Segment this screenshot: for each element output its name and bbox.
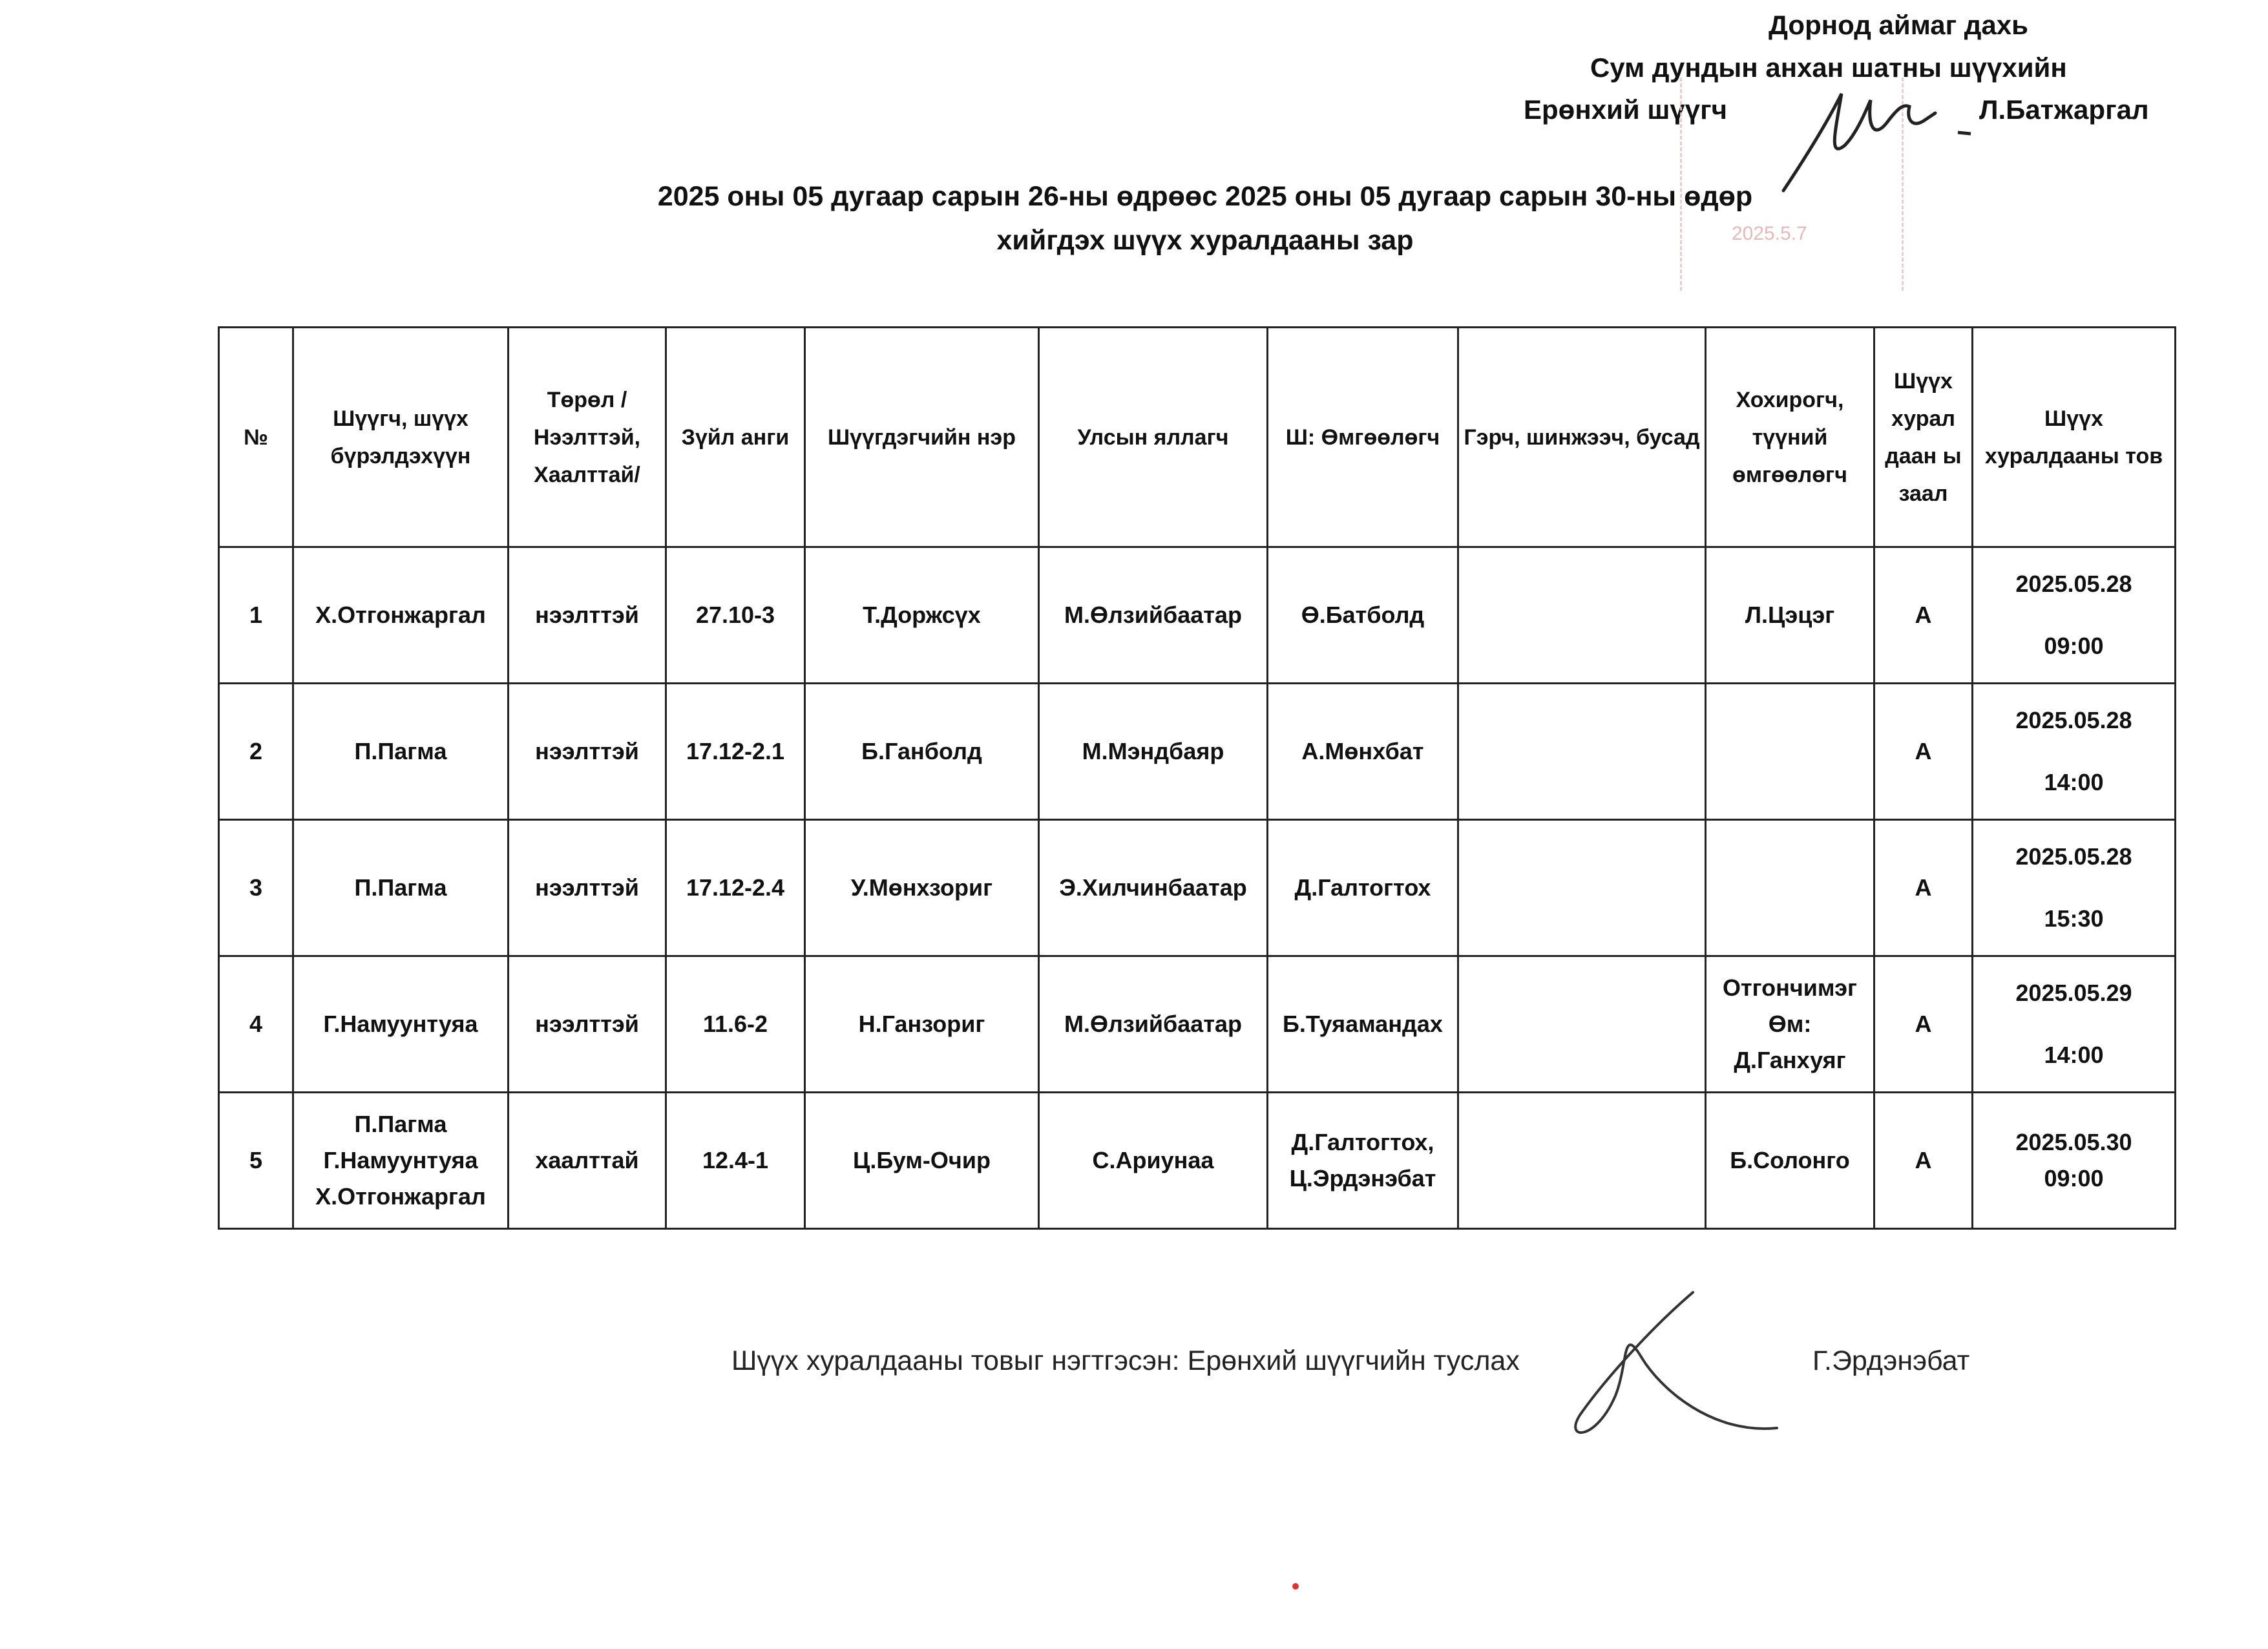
cell-judge: П.Пагма Г.Намуунтуяа Х.Отгонжаргал — [293, 1093, 509, 1229]
cell-article: 12.4-1 — [666, 1093, 805, 1229]
cell-witness — [1458, 547, 1706, 684]
header-schedule: Шүүх хуралдааны тов — [1973, 328, 2176, 547]
schedule-date: 2025.05.28 — [2015, 571, 2132, 597]
cell-schedule — [1973, 820, 2176, 956]
cell-defendant: Б.Ганболд — [805, 684, 1039, 820]
cell-prosecutor: Э.Хилчинбаатар — [1039, 820, 1268, 956]
schedule-time: 09:00 — [2044, 633, 2104, 659]
cell-schedule — [1973, 684, 2176, 820]
cell-type: нээлттэй — [509, 547, 666, 684]
schedule-date: 2025.05.29 — [2015, 980, 2132, 1006]
cell-defense: Б.Туяамандах — [1268, 956, 1458, 1093]
footer-compiled-by: Шүүх хуралдааны товыг нэгтгэсэн: Ерөнхий шүүгчийн туслах — [731, 1345, 1520, 1376]
table-header-row — [219, 328, 2176, 547]
approval-position: Ерөнхий шүүгч — [1524, 94, 1727, 125]
cell-schedule — [1973, 547, 2176, 684]
cell-prosecutor: М.Өлзийбаатар — [1039, 547, 1268, 684]
schedule-time: 14:00 — [2044, 769, 2104, 795]
chief-judge-signature — [1770, 68, 1984, 197]
header-no: № — [219, 328, 293, 547]
cell-defense: Ө.Батболд — [1268, 547, 1458, 684]
cell-judge: Х.Отгонжаргал — [293, 547, 509, 684]
cell-victim: Отгончимэг Өм: Д.Ганхуяг — [1706, 956, 1874, 1093]
table-row — [219, 547, 2176, 684]
cell-article: 17.12-2.1 — [666, 684, 805, 820]
cell-article: 27.10-3 — [666, 547, 805, 684]
row-number: 3 — [219, 820, 293, 956]
hearing-schedule-table — [218, 326, 2176, 1230]
cell-defendant: Ц.Бум-Очир — [805, 1093, 1039, 1229]
schedule-date: 2025.05.28 — [2015, 707, 2132, 733]
cell-defendant: У.Мөнхзориг — [805, 820, 1039, 956]
cell-type: хаалттай — [509, 1093, 666, 1229]
cell-prosecutor: М.Өлзийбаатар — [1039, 956, 1268, 1093]
header-defense: Ш: Өмгөөлөгч — [1268, 328, 1458, 547]
document-title — [633, 174, 1777, 262]
header-type: Төрөл /Нээлттэй, Хаалттай/ — [509, 328, 666, 547]
schedule-time: 14:00 — [2044, 1042, 2104, 1068]
table-row — [219, 1093, 2176, 1229]
header-defendant: Шүүгдэгчийн нэр — [805, 328, 1039, 547]
header-witness: Гэрч, шинжээч, бусад — [1458, 328, 1706, 547]
table-row — [219, 820, 2176, 956]
cell-witness — [1458, 956, 1706, 1093]
approval-name: Л.Батжаргал — [1979, 94, 2149, 125]
cell-room: А — [1874, 820, 1973, 956]
header-article: Зүйл анги — [666, 328, 805, 547]
cell-type: нээлттэй — [509, 684, 666, 820]
red-dot-mark — [1292, 1583, 1299, 1590]
cell-room: А — [1874, 684, 1973, 820]
cell-witness — [1458, 820, 1706, 956]
cell-victim: Л.Цэцэг — [1706, 547, 1874, 684]
cell-defense: Д.Галтогтох, Ц.Эрдэнэбат — [1268, 1093, 1458, 1229]
cell-room: А — [1874, 1093, 1973, 1229]
row-number: 5 — [219, 1093, 293, 1229]
row-number: 1 — [219, 547, 293, 684]
schedule-time: 15:30 — [2044, 905, 2104, 932]
cell-judge: П.Пагма — [293, 684, 509, 820]
cell-defendant: Т.Доржсүх — [805, 547, 1039, 684]
header-room: Шүүх хурал даан ы заал — [1874, 328, 1973, 547]
cell-article: 11.6-2 — [666, 956, 805, 1093]
cell-schedule — [1973, 1093, 2176, 1229]
cell-room: А — [1874, 547, 1973, 684]
stamp-text: 2025.5.7 — [1732, 223, 1807, 244]
cell-judge: П.Пагма — [293, 820, 509, 956]
row-number: 2 — [219, 684, 293, 820]
table-row — [219, 956, 2176, 1093]
cell-judge: Г.Намуунтуяа — [293, 956, 509, 1093]
header-victim: Хохирогч, түүний өмгөөлөгч — [1706, 328, 1874, 547]
cell-defense: А.Мөнхбат — [1268, 684, 1458, 820]
header-prosecutor: Улсын яллагч — [1039, 328, 1268, 547]
title-line-2: хийгдэх шүүх хуралдааны зар — [996, 225, 1414, 256]
table-row — [219, 684, 2176, 820]
cell-defendant: Н.Ганзориг — [805, 956, 1039, 1093]
header-judge: Шүүгч, шүүх бүрэлдэхүүн — [293, 328, 509, 547]
cell-schedule — [1973, 956, 2176, 1093]
schedule-date: 2025.05.28 — [2015, 843, 2132, 870]
row-number: 4 — [219, 956, 293, 1093]
cell-type: нээлттэй — [509, 820, 666, 956]
cell-room: А — [1874, 956, 1973, 1093]
cell-defense: Д.Галтогтох — [1268, 820, 1458, 956]
cell-witness — [1458, 684, 1706, 820]
approval-line-2: Сум дундын анхан шатны шүүхийн — [1590, 52, 2067, 83]
cell-victim: Б.Солонго — [1706, 1093, 1874, 1229]
approval-line-1: Дорнод аймаг дахь — [1769, 10, 2028, 40]
schedule-time: 09:00 — [2044, 1165, 2104, 1192]
cell-victim — [1706, 684, 1874, 820]
assistant-signature — [1518, 1286, 1822, 1454]
title-line-1: 2025 оны 05 дугаар сарын 26-ны өдрөөс 2025 оны 05 дугаар сарын 30-ны өдөр — [657, 181, 1753, 212]
cell-prosecutor: М.Мэндбаяр — [1039, 684, 1268, 820]
cell-victim — [1706, 820, 1874, 956]
cell-type: нээлттэй — [509, 956, 666, 1093]
cell-witness — [1458, 1093, 1706, 1229]
cell-prosecutor: С.Ариунаа — [1039, 1093, 1268, 1229]
cell-article: 17.12-2.4 — [666, 820, 805, 956]
footer-name: Г.Эрдэнэбат — [1812, 1345, 1970, 1376]
schedule-date: 2025.05.30 — [2015, 1129, 2132, 1155]
